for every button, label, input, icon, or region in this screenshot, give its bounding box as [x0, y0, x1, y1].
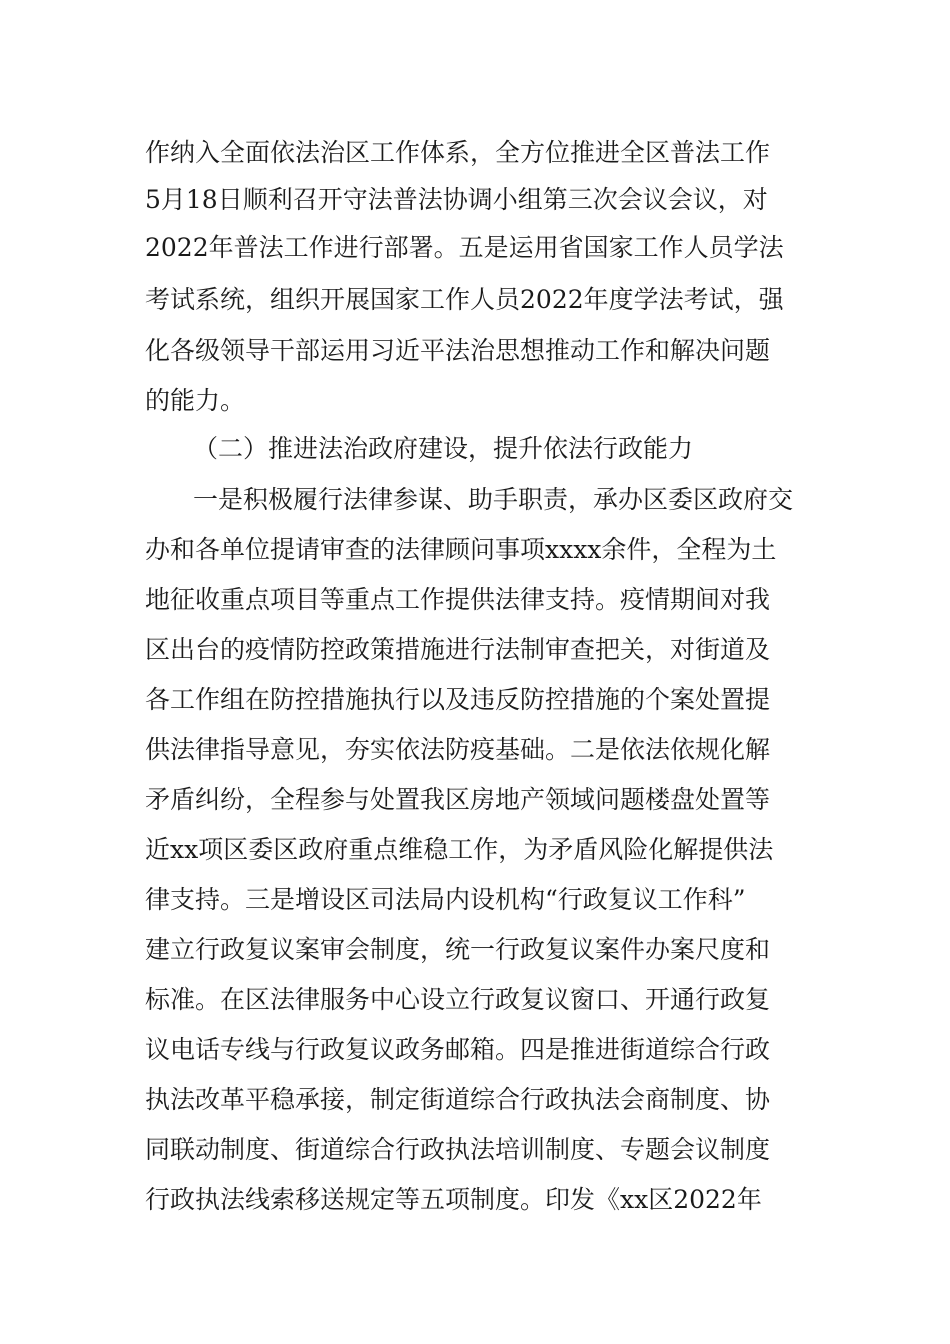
paragraph-line: 标准。在区法律服务中心设立行政复议窗口、开通行政复 [145, 985, 771, 1014]
paragraph-line: 矛盾纠纷，全程参与处置我区房地产领域问题楼盘处置等 [145, 785, 771, 814]
paragraph-line: 区出台的疫情防控政策措施进行法制审查把关，对街道及 [145, 635, 771, 664]
paragraph-line: 议电话专线与行政复议政务邮箱。四是推进街道综合行政 [145, 1035, 771, 1064]
paragraph-line: 考试系统，组织开展国家工作人员2022年度学法考试，强 [145, 285, 784, 314]
paragraph-line: 行政执法线索移送规定等五项制度。印发《xx区2022年 [145, 1185, 762, 1214]
paragraph-line: 各工作组在防控措施执行以及违反防控措施的个案处置提 [145, 685, 771, 714]
paragraph-line: 2022年普法工作进行部署。五是运用省国家工作人员学法 [145, 233, 784, 262]
paragraph-line: 执法改革平稳承接，制定街道综合行政执法会商制度、协 [145, 1085, 771, 1114]
paragraph-line: 律支持。三是增设区司法局内设机构“行政复议工作科” [145, 885, 746, 914]
section-heading: （二）推进法治政府建设，提升依法行政能力 [193, 434, 694, 463]
paragraph-line: 作纳入全面依法治区工作体系，全方位推进全区普法工作 [145, 138, 771, 167]
paragraph-line: 5月18日顺利召开守法普法协调小组第三次会议会议，对 [145, 185, 768, 214]
paragraph-line: 同联动制度、街道综合行政执法培训制度、专题会议制度 [145, 1135, 771, 1164]
paragraph-line: 建立行政复议案审会制度，统一行政复议案件办案尺度和 [145, 935, 771, 964]
paragraph-line: 近xx项区委区政府重点维稳工作，为矛盾风险化解提供法 [145, 835, 774, 864]
paragraph-line: 的能力。 [145, 386, 246, 415]
paragraph-line: 供法律指导意见，夯实依法防疫基础。二是依法依规化解 [145, 735, 771, 764]
paragraph-line: 地征收重点项目等重点工作提供法律支持。疫情期间对我 [145, 585, 771, 614]
paragraph-line: 化各级领导干部运用习近平法治思想推动工作和解决问题 [145, 336, 771, 365]
paragraph-line: 一是积极履行法律参谋、助手职责，承办区委区政府交 [193, 485, 794, 514]
paragraph-line: 办和各单位提请审查的法律顾问事项xxxx余件，全程为土 [145, 535, 777, 564]
